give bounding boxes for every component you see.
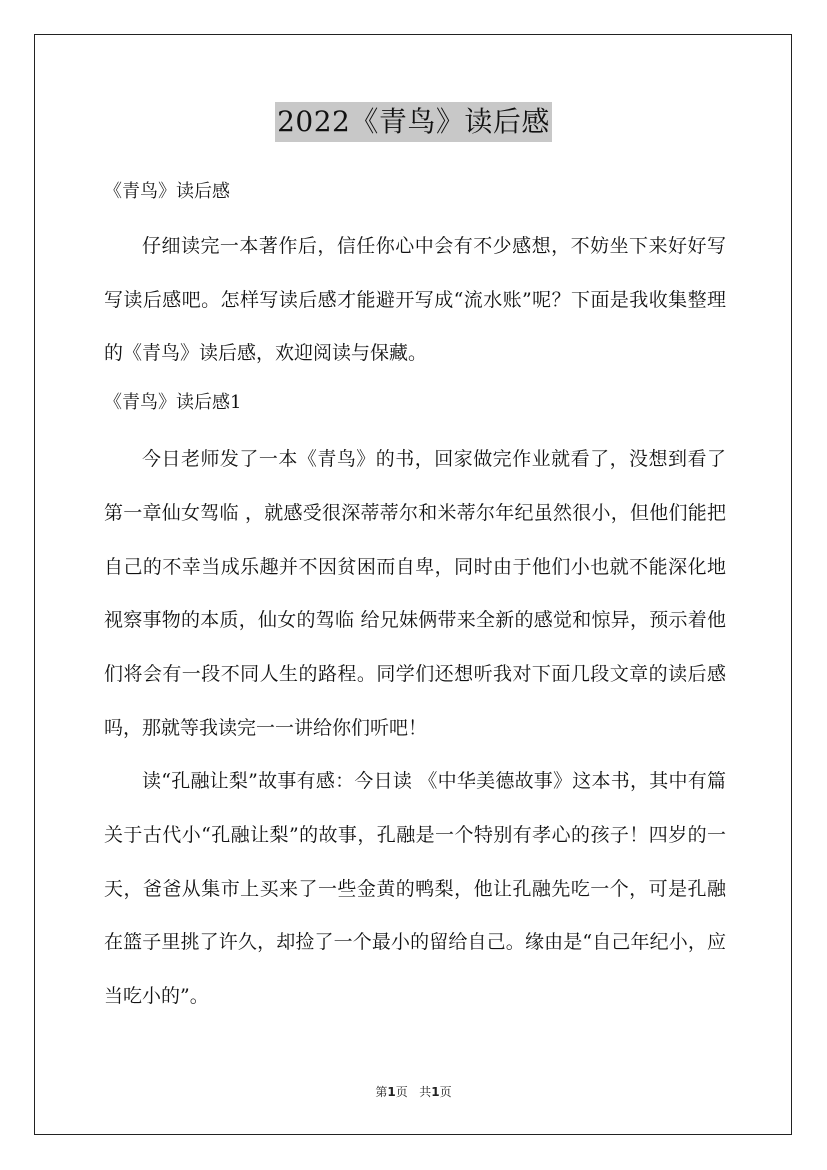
- footer-suffix: 页: [439, 1085, 452, 1099]
- intro-paragraph: 仔细读完一本著作后，信任你心中会有不少感想，不妨坐下来好好写写读后感吧。怎样写读后感才能避开写成“流水账”呢？下面是我收集整理的《青鸟》读后感，欢迎阅读与保藏。: [104, 235, 726, 365]
- body-paragraph-2: 读“孔融让梨”故事有感：今日读 《中华美德故事》这本书，其中有篇关于古代小“孔融让梨”的故事，孔融是一个特别有孝心的孩子！四岁的一天，爸爸从集市上买来了一些金黄的鸭梨，他让孔融先吃一个，可是孔融在篮子里挑了许久，却捡了一个最小的留给自己。缘由是“自己年纪小，应当吃小的”。: [104, 770, 726, 1008]
- footer-current-page: 1: [387, 1085, 396, 1099]
- page-footer: [0, 1083, 827, 1100]
- footer-prefix: 第: [375, 1085, 388, 1099]
- footer-mid: 页 共: [395, 1085, 432, 1099]
- subheading-intro: 《青鸟》读后感: [104, 181, 230, 202]
- title-container: [0, 102, 827, 142]
- footer-total-pages: 1: [431, 1085, 440, 1099]
- document-body: [104, 170, 726, 1024]
- document-title: 2022《青鸟》读后感: [275, 102, 552, 142]
- body-paragraph-1: 今日老师发了一本《青鸟》的书，回家做完作业就看了，没想到看了第一章仙女驾临 ，就感受很深蒂蒂尔和米蒂尔年纪虽然很小，但他们能把自己的不幸当成乐趣并不因贫困而自卑，同时由于他们小也就不能深化地视察事物的本质，仙女的驾临 给兄妹俩带来全新的感觉和惊异，预示着他们将会有一段不同人生的路程。同学们还想听我对下面几段文章的读后感吗，那就等我读完一一讲给你们听吧！: [104, 448, 726, 739]
- subheading-part-1: 《青鸟》读后感1: [104, 392, 242, 414]
